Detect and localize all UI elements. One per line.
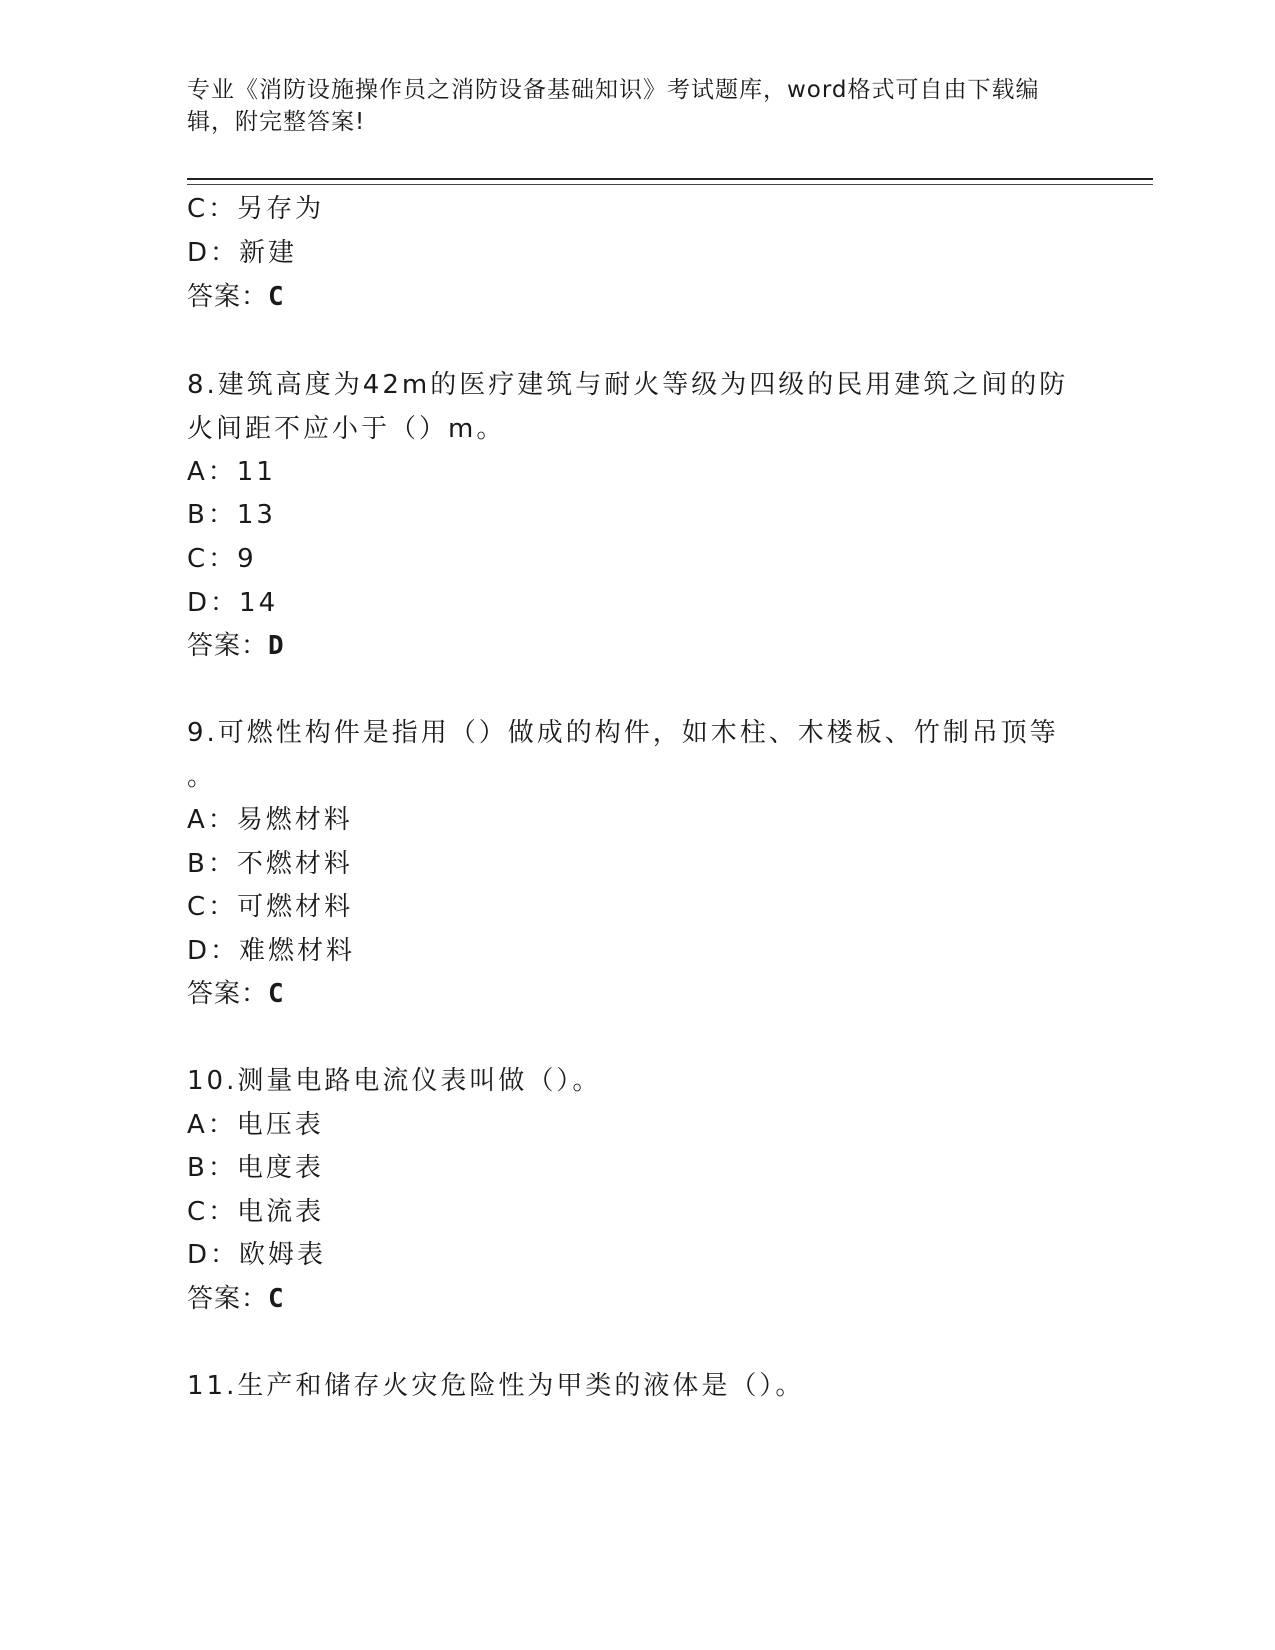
option-text: 11: [236, 457, 276, 487]
header-line-1: 专业《消防设施操作员之消防设备基础知识》考试题库，word格式可自由下载编: [187, 77, 1040, 103]
question-8-option-d: [187, 588, 278, 618]
question-8-option-a: [187, 457, 276, 487]
answer-value: C: [268, 979, 285, 1009]
answer-label: 答案：: [187, 631, 269, 661]
option-text: 电压表: [236, 1110, 324, 1140]
option-label: B：: [187, 849, 237, 879]
option-label: A：: [187, 1110, 237, 1140]
option-label: D：: [187, 1240, 240, 1270]
answer-label: 答案：: [187, 282, 269, 312]
document-header: [187, 74, 1067, 138]
option-label: B：: [187, 1153, 237, 1183]
question-11-stem: 11.生产和储存火灾危险性为甲类的液体是（）。: [187, 1371, 805, 1401]
option-text: 新建: [239, 238, 298, 268]
question-10-option-a: [187, 1110, 324, 1140]
option-text: 不燃材料: [236, 849, 353, 879]
answer-value: C: [268, 282, 285, 312]
question-8-answer: [187, 631, 285, 661]
option-label: C：: [187, 194, 238, 224]
answer-value: C: [268, 1284, 285, 1314]
option-text: 另存为: [237, 194, 325, 224]
question-9-stem-line-2: 。: [187, 762, 217, 792]
option-d: [187, 238, 297, 268]
option-label: C：: [187, 544, 238, 574]
question-10-answer: [187, 1284, 285, 1314]
header-divider-thin: [187, 184, 1153, 185]
option-label: C：: [187, 892, 238, 922]
option-text: 13: [236, 500, 276, 530]
question-8-option-c: [187, 544, 257, 574]
answer-label: 答案：: [187, 979, 269, 1009]
option-label: D：: [187, 588, 240, 618]
question-8-option-b: [187, 500, 276, 530]
option-label: A：: [187, 805, 237, 835]
question-10-option-d: [187, 1240, 326, 1270]
option-text: 易燃材料: [236, 805, 353, 835]
question-9-stem-line-1: 9.可燃性构件是指用（）做成的构件，如木柱、木楼板、竹制吊顶等: [187, 718, 1059, 748]
option-text: 可燃材料: [237, 892, 354, 922]
question-10-option-b: [187, 1153, 324, 1183]
answer-value: D: [268, 631, 285, 661]
question-9-option-b: [187, 849, 353, 879]
question-9-option-c: [187, 892, 353, 922]
option-label: B：: [187, 500, 237, 530]
option-c: [187, 194, 324, 224]
question-9-answer: [187, 979, 285, 1009]
option-text: 电度表: [236, 1153, 324, 1183]
question-8-stem-line-2: 火间距不应小于（）m。: [187, 414, 506, 444]
option-text: 难燃材料: [239, 936, 356, 966]
header-line-2: 辑，附完整答案!: [187, 109, 366, 135]
header-divider-thick: [187, 178, 1153, 180]
question-9-option-d: [187, 936, 355, 966]
option-label: A：: [187, 457, 237, 487]
question-10-stem: 10.测量电路电流仪表叫做（）。: [187, 1066, 602, 1096]
question-8-stem-line-1: 8.建筑高度为42m的医疗建筑与耐火等级为四级的民用建筑之间的防: [187, 370, 1069, 400]
answer-label: 答案：: [187, 1284, 269, 1314]
option-label: D：: [187, 238, 240, 268]
answer-line: [187, 282, 285, 312]
question-10-option-c: [187, 1197, 324, 1227]
option-label: D：: [187, 936, 240, 966]
option-text: 9: [237, 544, 257, 574]
option-text: 电流表: [237, 1197, 325, 1227]
question-9-option-a: [187, 805, 353, 835]
option-text: 14: [239, 588, 279, 618]
option-text: 欧姆表: [239, 1240, 327, 1270]
option-label: C：: [187, 1197, 238, 1227]
